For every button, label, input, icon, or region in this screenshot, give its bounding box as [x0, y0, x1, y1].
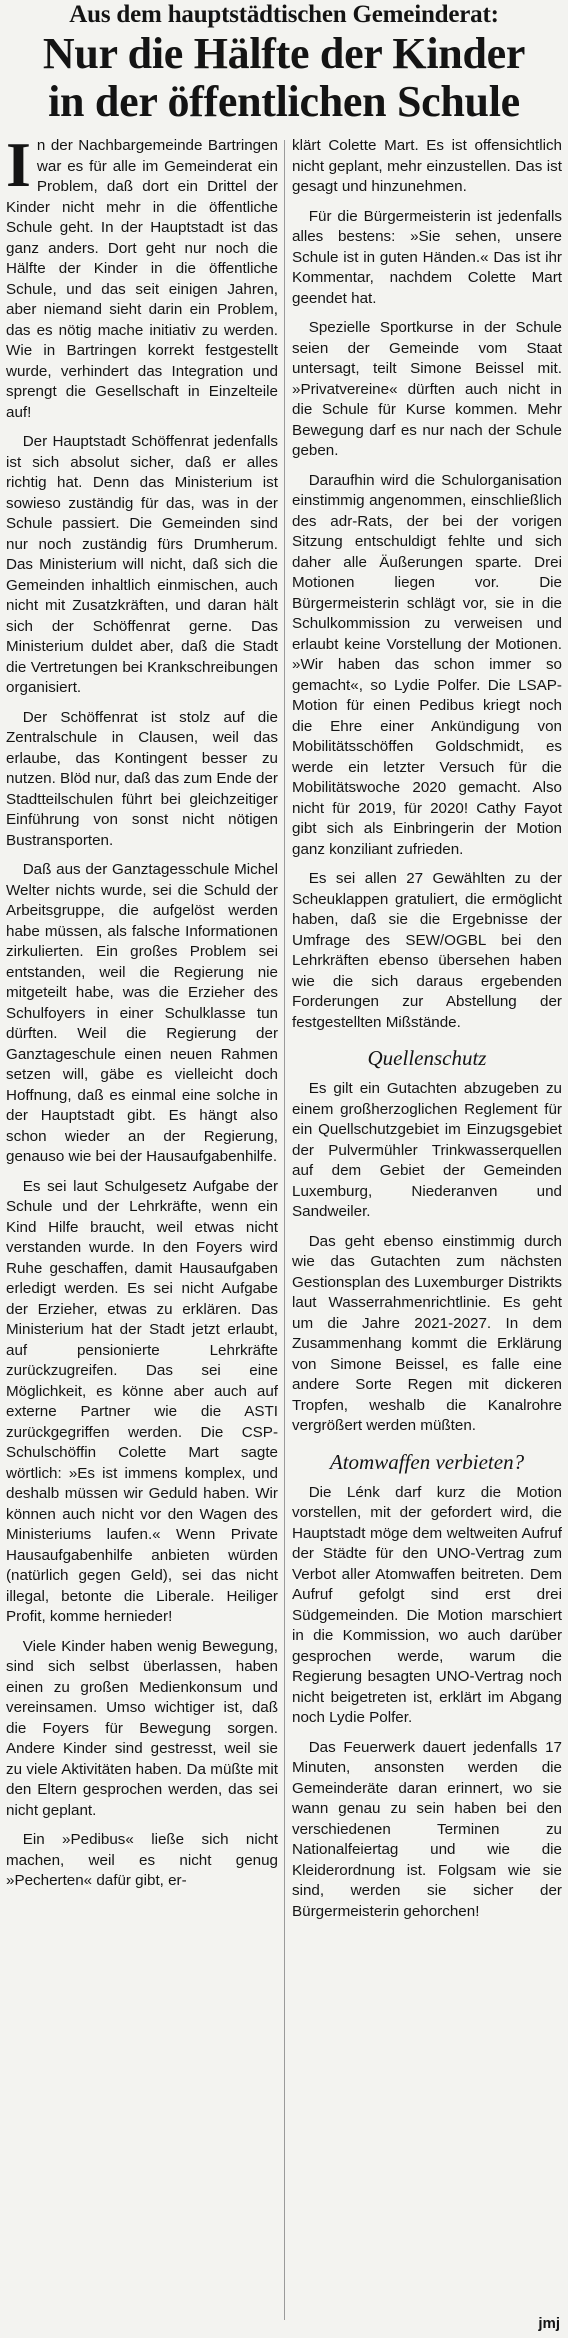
section-subheading: Atomwaffen verbieten?	[329, 1449, 525, 1474]
article-paragraph: Es sei allen 27 Gewählten zu der Scheuklappen gratuliert, die ermöglicht haben, daß sie die Ergebnisse der Umfrage des SEW/OGBL bei den Lehrkräften ebenso übersehen haben wie die sich daraus ergebenden Forderungen zur Abstellung der festgestellten Mißstände.	[292, 870, 562, 1031]
article-headline	[0, 30, 568, 126]
headline-line-1: Nur die Hälfte der Kinder	[42, 29, 526, 78]
article-paragraph: Der Hauptstadt Schöffenrat jedenfalls ist sich absolut sicher, daß er alles richtig hat. Denn das Ministerium ist sowieso zuständig für das, was in der Schule passiert. Die Gemeinden sind nur noch zuständig fürs Drumherum. Das Ministerium will nicht, daß sich die Gemeinden inhaltlich einmischen, auch nicht mit Zusatzkräften, und daran hält sich der Schöffenrat gerne. Das Ministerium duldet aber, daß die Stadt die Vertretungen bei Krankschreibungen organisiert.	[6, 433, 278, 696]
article-paragraph: Der Schöffenrat ist stolz auf die Zentralschule in Clausen, weil das erlaube, das Kontingent besser zu nutzen. Blöd nur, daß das zum Ende der Stadtteilschulen führt bei gleichzeitiger Einführung von sonst nicht nötigen Bustransporten.	[6, 708, 278, 849]
column-divider	[284, 140, 285, 2320]
article-paragraph: Ein »Pedibus« ließe sich nicht machen, weil es nicht genug »Pecherten« dafür gibt, er-	[6, 1831, 278, 1889]
article-paragraph: Daß aus der Ganztagesschule Michel Welter nichts wurde, sei die Schuld der Arbeitsgruppe, die aufgelöst werden habe müssen, als falsche Informationen zirkulierten. Ein großes Problem sei entstanden, weil die Regierung nie mitgeteilt habe, was die Erzieher des Schulfoyers in einer Schulklasse tun dürften. Weil die Regierung der Ganztageschule einen neuen Rahmen setzen will, gäbe es vielleicht doch Hoffnung, daß es einmal eine solche in der Hauptstadt gibt. Es hängt also schon wieder an der Regierung, genauso wie bei der Hausaufgabenhilfe.	[6, 861, 278, 1165]
section-subheading: Quellenschutz	[367, 1046, 487, 1070]
article-paragraph: Es sei laut Schulgesetz Aufgabe der Schule und der Lehrkräfte, wenn ein Kind Hilfe braucht, weil etwas nicht verstanden wurde. In den Foyers wird Ruhe geschaffen, damit Hausaufgaben erledigt werden. Es sei nicht Aufgabe der Erzieher, etwas zu erklären. Das Ministerium hat der Stadt jetzt erlaubt, auf pensionierte Lehrkräfte zurückzugreifen. Das sei eine Möglichkeit, es könne aber auch auf externe Partner wie die ASTI zurückgegriffen werden. Die CSP-Schulschöffin Colette Mart sagte wörtlich: »Es ist immens komplex, und deshalb müssen wir Geduld haben. Wir können auch nicht vor den Wagen des Ministeriums laufen.« Wenn Private Hausaufgabenhilfe anbieten würden (natürlich gegen Geld), sei das nicht illegal, betonte die Liberale. Heiliger Profit, komme hernieder!	[6, 1177, 278, 1625]
article-paragraph: Viele Kinder haben wenig Bewegung, sind sich selbst überlassen, haben einen zu großen Medienkonsum und vereinsamen. Umso wichtiger ist, daß die Foyers für Bewegung sorgen. Andere Kinder sind gestresst, weil sie zu viele Aktivitäten haben. Da müßte mit den Eltern gesprochen werden, das sei nicht geplant.	[6, 1637, 278, 1819]
headline-line-2: in der öffentlichen Schule	[48, 77, 520, 126]
article-paragraph: Spezielle Sportkurse in der Schule seien der Gemeinde vom Staat untersagt, teilt Simone Beissel mit. »Privatvereine« dürften auch nicht in die Schule für Kurse kommen. Mehr Bewegung darf es nur nach der Schule geben.	[292, 319, 562, 459]
article-kicker: Aus dem hauptstädtischen Gemeinderat:	[69, 1, 499, 28]
drop-cap: I	[6, 136, 31, 200]
article-column-1	[6, 136, 278, 2326]
article-paragraph: Das Feuerwerk dauert jedenfalls 17 Minuten, ansonsten werden die Gemeinderäte daran erinnert, wo sie wann genau zu sein haben bei den verschiedenen Terminen zu Nationalfeiertag und wie die Kleiderordnung ist. Folgsam wie sie sind, werden sie sicher der Bürgermeisterin gehorchen!	[292, 1738, 562, 1920]
article-paragraph	[6, 136, 278, 423]
paragraph-text: n der Nachbargemeinde Bartringen war es für alle im Gemeinderat ein Problem, daß dort ein Drittel der Kinder nicht mehr in die öffentliche Schule geht. In der Hauptstadt ist das ganz anders. Dort geht nur noch die Hälfte der Kinder in die öffentliche Schule, und das seit einigen Jahren, aber niemand sieht darin ein Problem, das es nötig mache initiativ zu werden. Wie in Bartringen korrekt festgestellt wurde, verhindert das Integration und sprengt die Gesellschaft in Einzelteile auf!	[6, 137, 278, 421]
article-paragraph: Es gilt ein Gutachten abzugeben zu einem großherzoglichen Reglement für ein Quellschutzgebiet im Einzugsgebiet der Pulvermühler Trinkwasserquellen auf dem Gebiet der Gemeinden Luxemburg, Niederanven und Sandweiler.	[292, 1080, 562, 1220]
article-column-2	[292, 136, 562, 2326]
article-paragraph: Die Lénk darf kurz die Motion vorstellen, mit der gefordert wird, die Hauptstadt möge dem weltweiten Aufruf der Städte für den UNO-Vertrag zum Verbot aller Atomwaffen beitreten. Dem Aufruf gefolgt sind erst drei Südgemeinden. Die Motion marschiert in die Kommission, wo auch darüber gesprochen werde, warum die Regierung besagten UNO-Vertrag noch nicht beigetreten ist, erklärt im Abgang noch Lydie Polfer.	[292, 1483, 562, 1726]
author-byline: jmj	[538, 2315, 560, 2332]
article-paragraph: Das geht ebenso einstimmig durch wie das Gutachten zum nächsten Gestionsplan des Luxemburger Distrikts laut Wasserrahmenrichtlinie. Es geht um die Jahre 2021-2027. In dem Zusammenhang kommt die Erklärung von Simone Beissel, es falle eine andere Sorte Regen mit dickeren Tropfen, weshalb die Kanalrohre vergrößert werden müßten.	[292, 1232, 562, 1434]
article-paragraph: Daraufhin wird die Schulorganisation einstimmig angenommen, einschließlich des adr-Rats, der bei der vorigen Sitzung entschuldigt fehlte und sich daher alle Äußerungen sparte. Drei Motionen liegen vor. Die Bürgermeisterin schlägt vor, sie in die Schulkommission zu verweisen und erlaubt keine Vorstellung der Motionen. »Wir haben das schon immer so gemacht«, so Lydie Polfer. Die LSAP-Motion für einen Pedibus kriegt noch die Ehre einer Ankündigung von Mobilitätsschöffen Goldschmidt, es werde ein letzter Versuch für die Mobilitätswoche 2020 gemacht. Also nicht für 2019, für 2020! Cathy Fayot gibt sich als Einbringerin der Motion ganz konziliant zufrieden.	[292, 471, 562, 858]
article-paragraph: klärt Colette Mart. Es ist offensichtlich nicht geplant, mehr einzustellen. Das ist gesagt und hinzunehmen.	[292, 137, 562, 195]
article-paragraph: Für die Bürgermeisterin ist jedenfalls alles bestens: »Sie sehen, unsere Schule ist in guten Händen.« Das ist ihr Kommentar, nachdem Colette Mart geendet hat.	[292, 207, 562, 307]
